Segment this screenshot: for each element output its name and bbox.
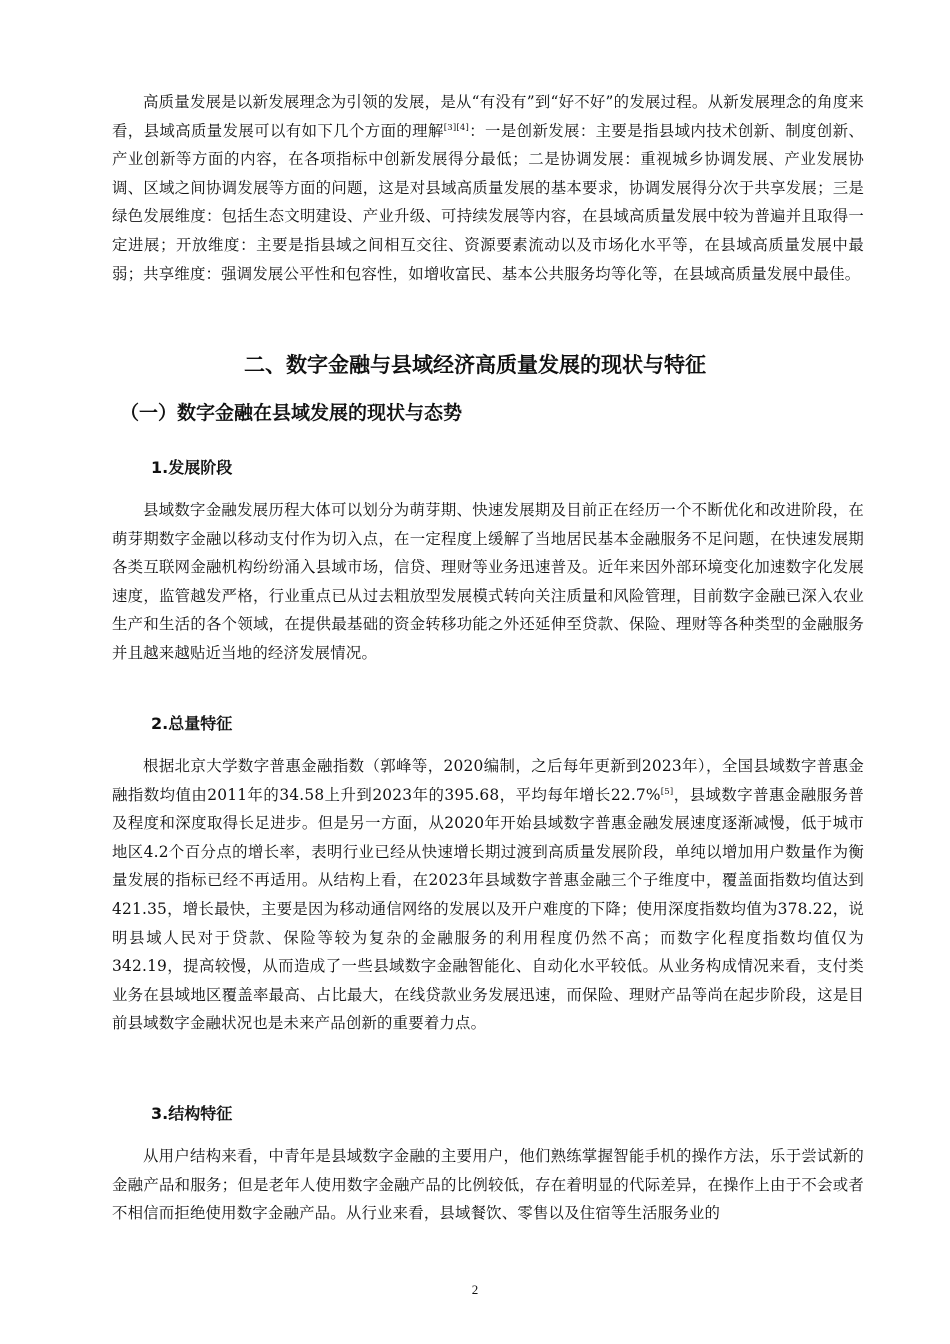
heading-total-features: 2.总量特征 xyxy=(151,714,233,733)
intro-text-a: 高质量发展是以新发展理念为引领的发展，是从“有没有”到“好不好”的发展过程。从新发展理念的角度来看，县域高质量发展可以有如下几个方面的理解 xyxy=(112,93,864,140)
heading-development-stage: 1.发展阶段 xyxy=(151,458,233,477)
citation-3-4: [3][4] xyxy=(443,122,470,133)
structure-paragraph: 从用户结构来看，中青年是县域数字金融的主要用户，他们熟练掌握智能手机的操作方法，乐于尝试新的金融产品和服务；但是老年人使用数字金融产品的比例较低，存在着明显的代际差异，在操作上由于不会或者不相信而拒绝使用数字金融产品。从行业来看，县域餐饮、零售以及住宿等生活服务业的 xyxy=(112,1147,864,1223)
subsection-title: （一）数字金融在县域发展的现状与态势 xyxy=(120,402,463,424)
total-paragraph xyxy=(112,752,864,1038)
section-title: 二、数字金融与县域经济高质量发展的现状与特征 xyxy=(244,353,706,377)
intro-text-b: ：一是创新发展：主要是指县域内技术创新、制度创新、产业创新等方面的内容，在各项指标中创新发展得分最低；二是协调发展：重视城乡协调发展、产业发展协调、区域之间协调发展等方面的问题，这是对县域高质量发展的基本要求，协调发展得分次于共享发展；三是绿色发展维度：包括生态文明建设、产业升级、可持续发展等内容，在县域高质量发展中较为普遍并且取得一定进展；开放维度：主要是指县域之间相互交往、资源要素流动以及市场化水平等，在县域高质量发展中最弱；共享维度：强调发展公平性和包容性，如增收富民、基本公共服务均等化等，在县域高质量发展中最佳。 xyxy=(112,121,864,283)
intro-paragraph xyxy=(112,88,864,288)
citation-5: [5] xyxy=(660,786,674,797)
heading-structure-features: 3.结构特征 xyxy=(151,1104,233,1123)
page-number: 2 xyxy=(471,1282,479,1297)
stage-paragraph: 县域数字金融发展历程大体可以划分为萌芽期、快速发展期及目前正在经历一个不断优化和改进阶段，在萌芽期数字金融以移动支付作为切入点，在一定程度上缓解了当地居民基本金融服务不足问题，在快速发展期各类互联网金融机构纷纷涌入县域市场，信贷、理财等业务迅速普及。近年来因外部环境变化加速数字化发展速度，监管越发严格，行业重点已从过去粗放型发展模式转向关注质量和风险管理，目前数字金融已深入农业生产和生活的各个领域，在提供最基础的资金转移功能之外还延伸至贷款、保险、理财等各种类型的金融服务并且越来越贴近当地的经济发展情况。 xyxy=(112,501,864,662)
total-text-b: ，县域数字普惠金融服务普及程度和深度取得长足进步。但是另一方面，从2020年开始县域数字普惠金融发展速度逐渐减慢，低于城市地区4.2个百分点的增长率，表明行业已经从快速增长期过渡到高质量发展阶段，单纯以增加用户数量作为衡量发展的指标已经不再适用。从结构上看，在2023年县域数字普惠金融三个子维度中，覆盖面指数均值达到421.35，增长最快，主要是因为移动通信网络的发展以及开户难度的下降；使用深度指数均值为378.22，说明县域人民对于贷款、保险等较为复杂的金融服务的利用程度仍然不高；而数字化程度指数均值仅为342.19，提高较慢，从而造成了一些县域数字金融智能化、自动化水平较低。从业务构成情况来看，支付类业务在县域地区覆盖率最高、占比最大，在线贷款业务发展迅速，而保险、理财产品等尚在起步阶段，这是目前县域数字金融状况也是未来产品创新的重要着力点。 xyxy=(112,785,864,1033)
total-text-a: 根据北京大学数字普惠金融指数（郭峰等，2020编制，之后每年更新到2023年），全国县域数字普惠金融指数均值由2011年的34.58上升到2023年的395.68，平均每年增长22.7% xyxy=(112,757,864,804)
